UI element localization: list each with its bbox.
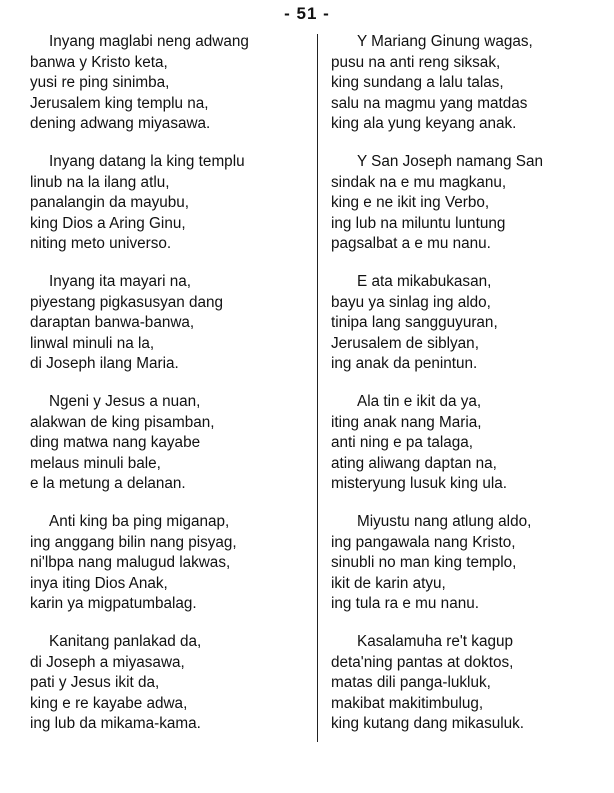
- verse-line: Miyustu nang atlung aldo,: [357, 513, 532, 530]
- verse-line: Y San Joseph namang San: [357, 153, 543, 170]
- verse-line: salu na magmu yang matdas: [331, 94, 528, 112]
- verse-line: deta'ning pantas at doktos,: [331, 653, 514, 671]
- stanza: [331, 632, 601, 752]
- verse-line: linub na la ilang atlu,: [30, 173, 170, 191]
- verse-line: Ngeni y Jesus a nuan,: [49, 393, 201, 410]
- verse-line: ing pangawala nang Kristo,: [331, 533, 516, 551]
- verse-line: sindak na e mu magkanu,: [331, 173, 507, 191]
- verse-line: Inyang maglabi neng adwang: [49, 33, 249, 50]
- verse-line: piyestang pigkasusyan dang: [30, 293, 224, 311]
- stanza: [30, 272, 312, 392]
- verse-line: ating aliwang daptan na,: [331, 454, 497, 472]
- verse-line: matas dili panga-lukluk,: [331, 674, 491, 692]
- stanza: [30, 152, 312, 272]
- verse-line: Ala tin e ikit da ya,: [357, 393, 482, 410]
- verse-line: misteryung lusuk king ula.: [331, 475, 507, 493]
- verse-line: anti ning e pa talaga,: [331, 434, 474, 452]
- verse-line: Anti king ba ping miganap,: [49, 513, 230, 530]
- stanza: [30, 512, 312, 632]
- verse-line: ing anak da penintun.: [331, 355, 478, 373]
- verse-line: Jerusalem de siblyan,: [331, 334, 479, 352]
- verse-line: king ala yung keyang anak.: [331, 115, 517, 133]
- verse-line: makibat makitimbulug,: [331, 694, 484, 712]
- stanza: [30, 32, 312, 152]
- left-column: [30, 32, 312, 752]
- verse-line: E ata mikabukasan,: [357, 273, 492, 290]
- stanza: [331, 512, 601, 632]
- verse-line: banwa y Kristo keta,: [30, 53, 168, 71]
- right-column: [331, 32, 601, 752]
- verse-line: king e ne ikit ing Verbo,: [331, 194, 490, 212]
- verse-line: ing lub na miluntu luntung: [331, 214, 506, 232]
- verse-line: king kutang dang mikasuluk.: [331, 715, 525, 733]
- verse-line: ing anggang bilin nang pisyag,: [30, 533, 237, 551]
- verse-line: ing tula ra e mu nanu.: [331, 595, 479, 613]
- verse-line: panalangin da mayubu,: [30, 194, 190, 212]
- verse-line: linwal minuli na la,: [30, 334, 155, 352]
- verse-line: Inyang ita mayari na,: [49, 273, 191, 290]
- verse-line: e la metung a delanan.: [30, 475, 186, 493]
- verse-line: di Joseph ilang Maria.: [30, 355, 179, 373]
- verse-line: daraptan banwa-banwa,: [30, 314, 195, 332]
- verse-line: dening adwang miyasawa.: [30, 115, 211, 133]
- verse-line: king sundang a lalu talas,: [331, 74, 504, 92]
- verse-line: melaus minuli bale,: [30, 454, 161, 472]
- verse-line: Jerusalem king templu na,: [30, 94, 209, 112]
- stanza: [30, 632, 312, 752]
- verse-line: Inyang datang la king templu: [49, 153, 245, 170]
- verse-line: sinubli no man king templo,: [331, 554, 517, 572]
- verse-line: tinipa lang sangguyuran,: [331, 314, 498, 332]
- verse-line: pagsalbat a e mu nanu.: [331, 235, 491, 253]
- verse-line: iting anak nang Maria,: [331, 413, 482, 431]
- verse-line: karin ya migpatumbalag.: [30, 595, 197, 613]
- verse-line: ikit de karin atyu,: [331, 574, 446, 592]
- verse-line: alakwan de king pisamban,: [30, 413, 215, 431]
- verse-line: king e re kayabe adwa,: [30, 694, 188, 712]
- verse-line: yusi re ping sinimba,: [30, 74, 170, 92]
- column-divider: [317, 34, 318, 742]
- verse-line: pusu na anti reng siksak,: [331, 53, 501, 71]
- verse-line: Kanitang panlakad da,: [49, 633, 202, 650]
- verse-line: Y Mariang Ginung wagas,: [357, 33, 533, 50]
- stanza: [30, 392, 312, 512]
- verse-line: ni'lbpa nang malugud lakwas,: [30, 554, 231, 572]
- verse-line: inya iting Dios Anak,: [30, 574, 168, 592]
- verse-line: ding matwa nang kayabe: [30, 434, 201, 452]
- verse-line: bayu ya sinlag ing aldo,: [331, 293, 491, 311]
- stanza: [331, 392, 601, 512]
- verse-line: pati y Jesus ikit da,: [30, 674, 160, 692]
- stanza: [331, 272, 601, 392]
- page-number: - 51 -: [284, 4, 330, 23]
- stanza: [331, 32, 601, 152]
- verse-line: Kasalamuha re't kagup: [357, 633, 513, 650]
- verse-line: king Dios a Aring Ginu,: [30, 214, 186, 232]
- verse-line: ing lub da mikama-kama.: [30, 715, 201, 733]
- stanza: [331, 152, 601, 272]
- verse-line: niting meto universo.: [30, 235, 172, 253]
- verse-line: di Joseph a miyasawa,: [30, 653, 185, 671]
